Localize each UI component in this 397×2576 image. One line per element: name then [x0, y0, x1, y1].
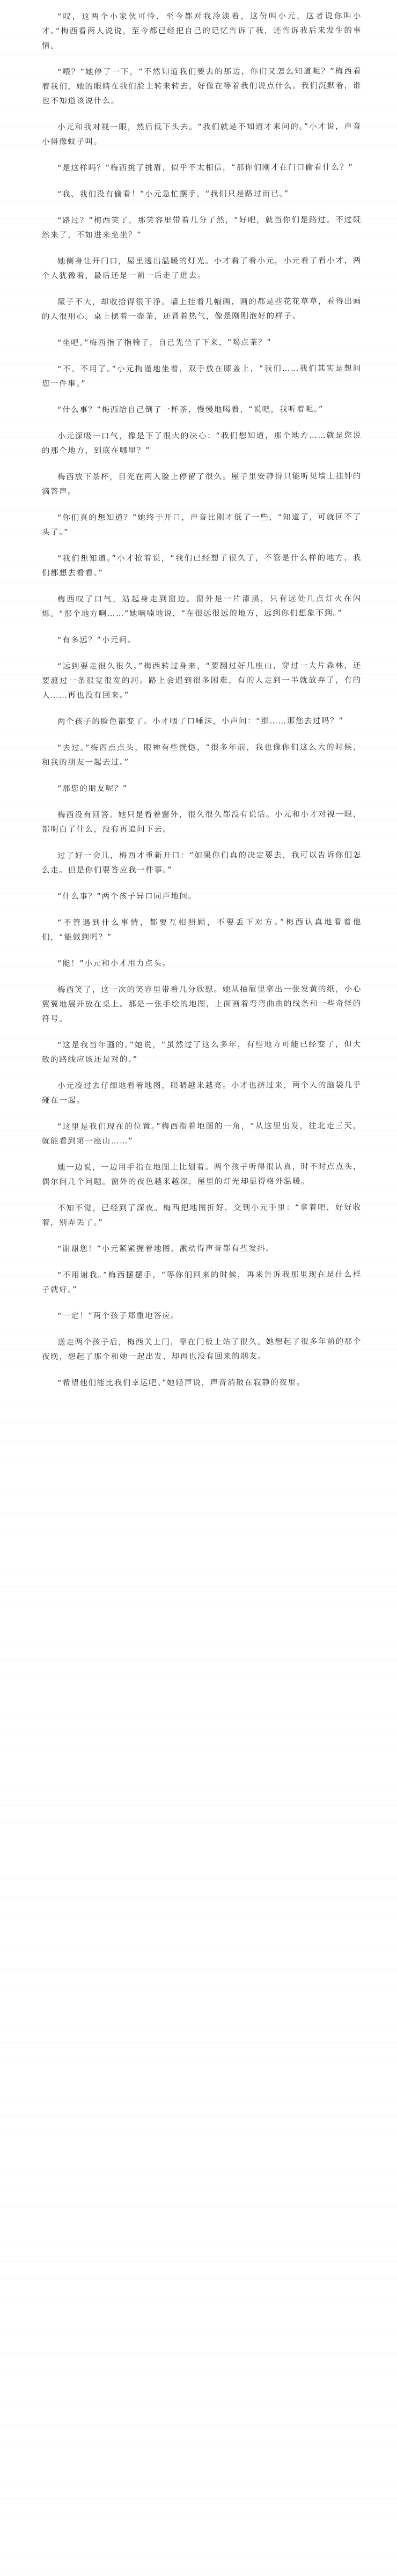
paragraph: “这是我当年画的。”她说，“虽然过了这么多年，有些地方可能已经变了，但大致的路线应该还是对的。” — [42, 1040, 362, 1064]
paragraph: “不用谢我。”梅西摆摆手，“等你们回来的时候，再来告诉我那里现在是什么样子就好。” — [42, 1270, 362, 1294]
paragraph: “这里是我们现在的位置。”梅西指着地图的一角，“从这里出发，往北走三天，就能看到第一座山……” — [42, 1122, 362, 1146]
paragraph: 梅西没有回答。她只是看着窗外，很久很久都没有说话。小元和小才对视一眼，都明白了什么，没有再追问下去。 — [42, 810, 362, 834]
paragraph: 她侧身让开门口，屋里透出温暖的灯光。小才看了看小元，小元看了看小才，两个人犹豫着，最后还是一前一后走了进去。 — [42, 256, 362, 281]
paragraph: 她一边说，一边用手指在地图上比划着。两个孩子听得很认真，时不时点点头，偶尔问几个问题。窗外的夜色越来越深，屋里的灯光却显得格外温暖。 — [42, 1162, 362, 1187]
paragraph: 梅西叹了口气，站起身走到窗边。窗外是一片漆黑，只有远处几点灯火在闪烁。“那个地方啊……”她喃喃地说，“在很远很远的地方，远到你们想象不到。” — [42, 594, 362, 619]
paragraph: “什么事？”两个孩子异口同声地问。 — [57, 892, 197, 901]
paragraph: “喂？”她停了一下，“不然知道我们要去的那边，你们又怎么知道呢？”梅西看着我们，她的眼睛在我们脸上转来转去，好像在等着我们说点什么。我们沉默着，谁也不知道该说什么。 — [41, 67, 362, 106]
paragraph: “叹，这两个小家伙可怜，至今都对我冷淡着，这份叫小元，这者说你叫小才。”梅西看两人说说，至今都已经把自己的记忆告诉了我，还告诉我后来发生的事情。 — [41, 12, 362, 50]
paragraph: “谢谢您！”小元紧紧握着地图，激动得声音都有些发抖。 — [57, 1244, 275, 1254]
paragraph: 两个孩子的脸色都变了。小才咽了口唾沫，小声问：“那……那您去过吗？” — [57, 717, 344, 726]
paragraph: 不知不觉，已经到了深夜。梅西把地图折好，交到小元手里：“拿着吧，好好收着，别弄丢了。” — [42, 1203, 362, 1227]
paragraph: 梅西笑了，这一次的笑容里带着几分欣慰。她从抽屉里拿出一张发黄的纸，小心翼翼地展开放在桌上。那是一张手绘的地图，上面画着弯弯曲曲的线条和一些奇怪的符号。 — [41, 985, 362, 1024]
paragraph: “我们想知道。”小才抢着说，“我们已经想了很久了，不管是什么样的地方，我们都想去看看。” — [42, 554, 362, 578]
document-body — [42, 10, 362, 1402]
paragraph: 屋子不大，却收拾得很干净。墙上挂着几幅画，画的都是些花花草草，看得出画的人很用心。桌上摆着一壶茶，还冒着热气，像是刚刚泡好的样子。 — [42, 297, 362, 321]
paragraph: “路过？”梅西笑了，那笑容里带着几分了然，“好吧，就当你们是路过。不过既然来了，不如进来坐坐？” — [42, 216, 362, 240]
paragraph: 送走两个孩子后，梅西关上门，靠在门板上站了很久。她想起了很多年前的那个夜晚，想起了那个和她一起出发、却再也没有回来的朋友。 — [42, 1337, 362, 1361]
paragraph: “什么事？”梅西给自己倒了一杯茶，慢慢地喝着，“说吧，我听着呢。” — [57, 405, 324, 415]
paragraph: “我、我们没有偷看！”小元急忙摆手，“我们只是路过而已。” — [57, 189, 289, 199]
paragraph: “坐吧。”梅西指了指椅子，自己先坐了下来，“喝点茶？” — [57, 338, 272, 348]
paragraph: 梅西放下茶杯，目光在两人脸上停留了很久。屋子里安静得只能听见墙上挂钟的滴答声。 — [42, 472, 362, 496]
paragraph: “你们真的想知道？”她终于开口，声音比刚才低了一些，“知道了，可就回不了头了。” — [42, 513, 362, 537]
paragraph: 小元凑过去仔细地看着地图，眼睛越来越亮。小才也挤过来，两个人的脑袋几乎碰在一起。 — [42, 1081, 362, 1105]
paragraph: “希望他们能比我们幸运吧。”她轻声说，声音消散在寂静的夜里。 — [57, 1378, 305, 1388]
paragraph: “不管遇到什么事情，都要互相照顾，不要丢下对方。”梅西认真地看着他们，“能做到吗？” — [42, 918, 362, 942]
paragraph: “不、不用了。”小元拘谨地坐着，双手放在膝盖上，“我们……我们其实是想问您一件事。” — [42, 364, 362, 388]
paragraph: 小元和我对视一眼，然后低下头去。“我们就是不知道才来问的。”小才说，声音小得像蚊子叫。 — [42, 122, 362, 146]
paragraph: “有多远？”小元问。 — [57, 636, 137, 645]
paragraph: 过了好一会儿，梅西才重新开口：“如果你们真的决定要去，我可以告诉你们怎么走。但是你们要答应我一件事。” — [42, 851, 362, 875]
paragraph: “那您的朋友呢？” — [57, 784, 128, 793]
paragraph: “能！”小元和小才用力点头。 — [57, 959, 171, 968]
paragraph: 小元深吸一口气，像是下了很大的决心：“我们想知道，那个地方……就是您说的那个地方，到底在哪里？” — [42, 431, 362, 455]
paragraph: “一定！”两个孩子郑重地答应。 — [57, 1312, 180, 1321]
paragraph: “是这样吗？”梅西挑了挑眉，似乎不太相信，“那你们刚才在门口偷看什么？” — [57, 163, 354, 173]
paragraph: “去过。”梅西点点头，眼神有些恍惚，“很多年前，我也像你们这么大的时候，和我的朋友一起去过。” — [42, 743, 362, 767]
paragraph: “远到要走很久很久。”梅西转过身来，“要翻过好几座山，穿过一大片森林，还要渡过一条很宽很宽的河。路上会遇到很多困难，有的人走到一半就放弃了，有的人……再也没有回来。” — [41, 661, 362, 700]
